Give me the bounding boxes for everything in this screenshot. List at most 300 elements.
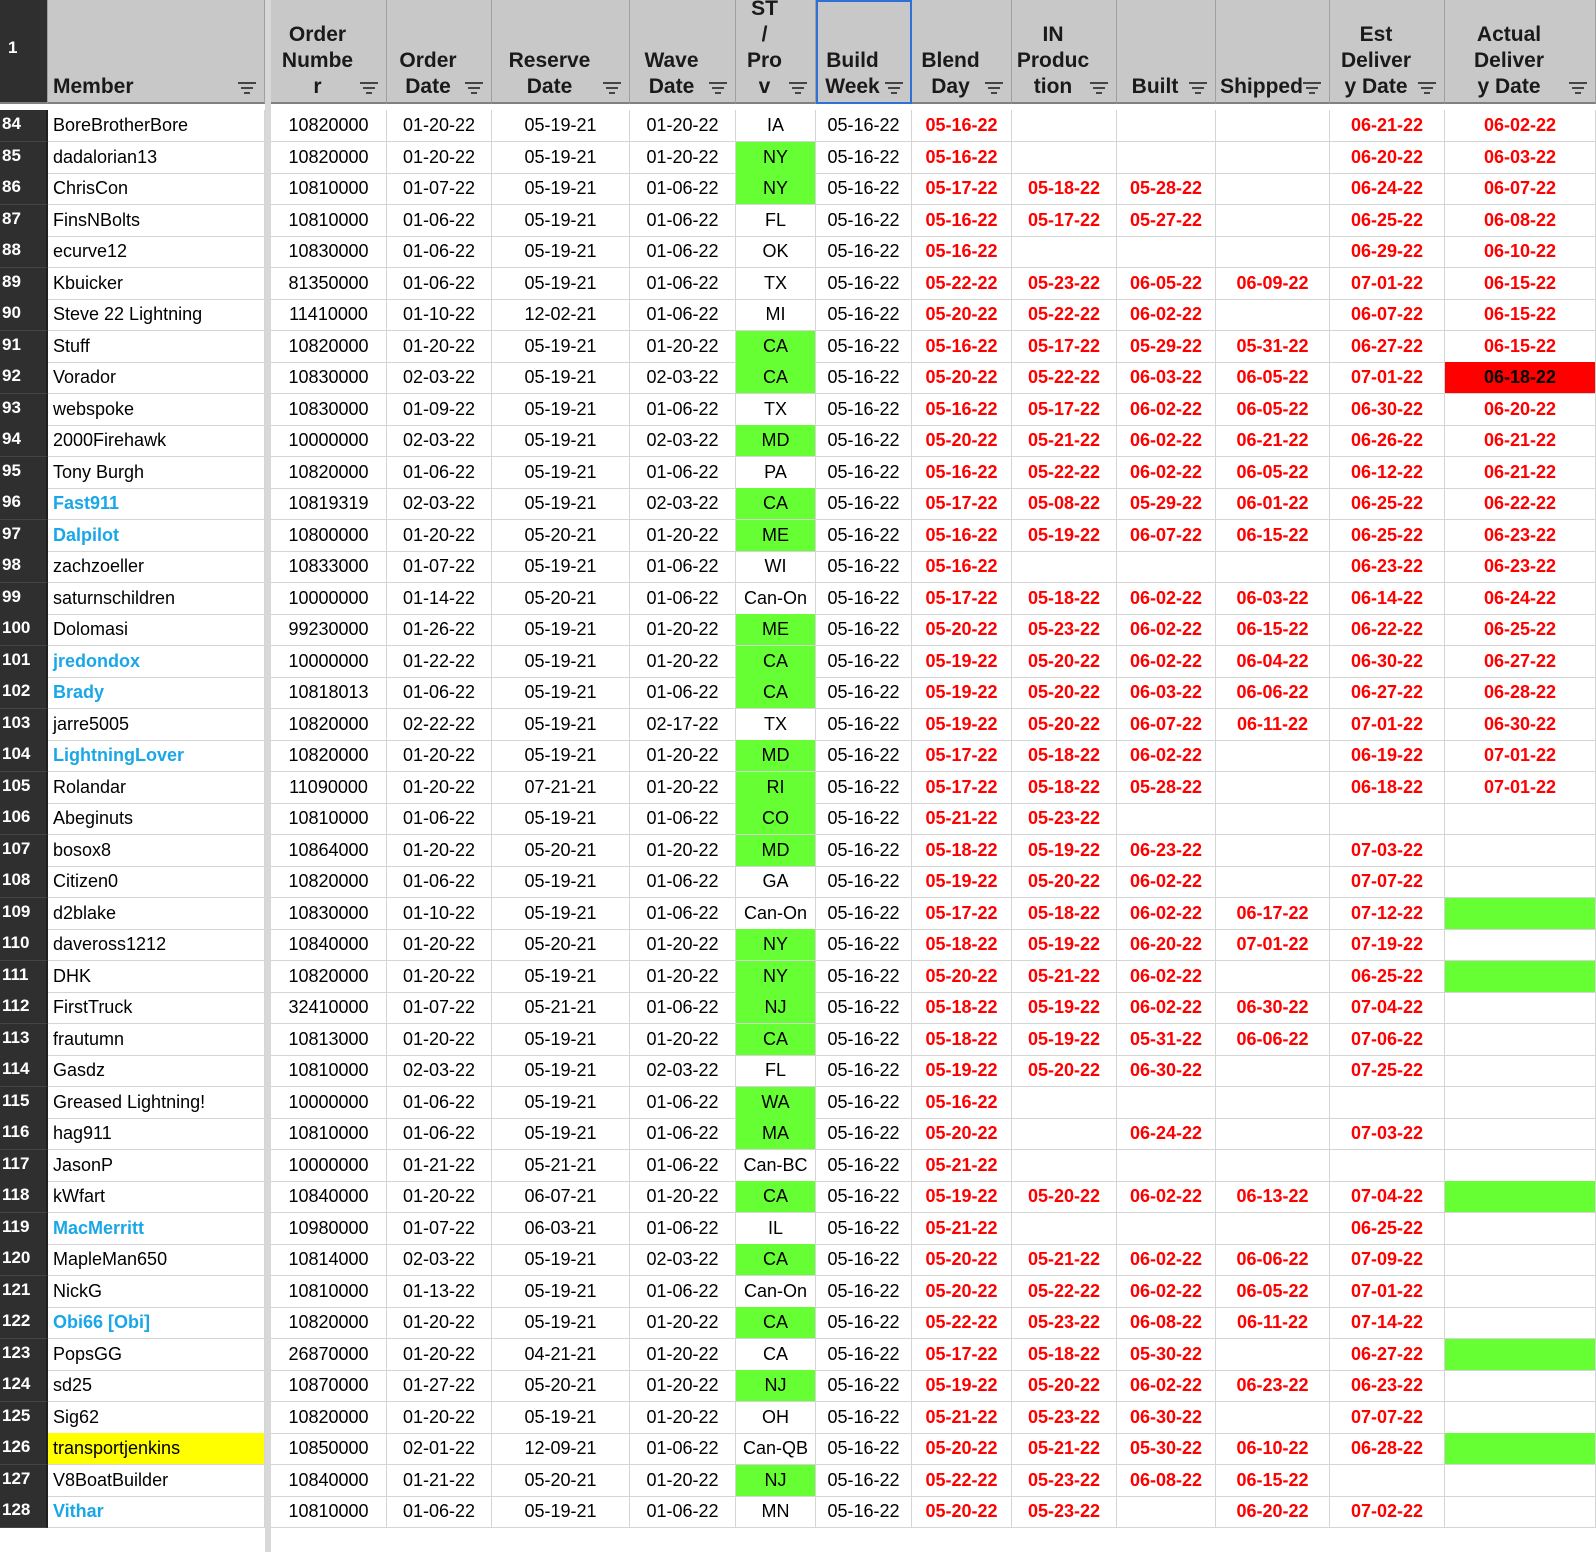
cell-order-date[interactable]: 02-03-22 — [387, 425, 492, 457]
column-header-member[interactable] — [48, 0, 265, 104]
cell-order-number[interactable]: 81350000 — [271, 268, 387, 300]
cell-est-delivery[interactable]: 06-20-22 — [1330, 142, 1445, 174]
filter-icon[interactable] — [885, 82, 903, 94]
cell-in-production[interactable]: 05-23-22 — [1012, 268, 1117, 300]
cell-in-production[interactable]: 05-23-22 — [1012, 1496, 1117, 1528]
cell-st-prov[interactable]: Can-BC — [736, 1150, 816, 1182]
cell-built[interactable]: 06-30-22 — [1117, 1055, 1216, 1087]
cell-actual-delivery[interactable] — [1445, 1276, 1596, 1308]
cell-built[interactable]: 06-02-22 — [1117, 898, 1216, 930]
cell-built[interactable]: 06-02-22 — [1117, 457, 1216, 489]
cell-shipped[interactable] — [1216, 740, 1330, 772]
cell-order-number[interactable]: 26870000 — [271, 1339, 387, 1371]
cell-member[interactable]: Dalpilot — [48, 520, 265, 552]
cell-member[interactable]: V8BoatBuilder — [48, 1465, 265, 1497]
cell-in-production[interactable]: 05-08-22 — [1012, 488, 1117, 520]
cell-blend-day[interactable]: 05-22-22 — [912, 268, 1012, 300]
cell-est-delivery[interactable] — [1330, 803, 1445, 835]
row-number[interactable]: 121 — [0, 1276, 48, 1308]
cell-member[interactable]: bosox8 — [48, 835, 265, 867]
cell-st-prov[interactable]: FL — [736, 1055, 816, 1087]
cell-st-prov[interactable]: NY — [736, 173, 816, 205]
cell-est-delivery[interactable]: 07-06-22 — [1330, 1024, 1445, 1056]
cell-reserve-date[interactable]: 05-19-21 — [492, 961, 630, 993]
cell-shipped[interactable]: 06-06-22 — [1216, 677, 1330, 709]
cell-member[interactable]: transportjenkins — [48, 1433, 265, 1465]
cell-build-week[interactable]: 05-16-22 — [816, 929, 912, 961]
cell-member[interactable]: d2blake — [48, 898, 265, 930]
cell-wave-date[interactable]: 01-06-22 — [630, 299, 736, 331]
cell-order-date[interactable]: 01-20-22 — [387, 1181, 492, 1213]
cell-wave-date[interactable]: 01-06-22 — [630, 1496, 736, 1528]
cell-actual-delivery[interactable]: 06-30-22 — [1445, 709, 1596, 741]
cell-est-delivery[interactable]: 06-30-22 — [1330, 646, 1445, 678]
cell-actual-delivery[interactable] — [1445, 1024, 1596, 1056]
cell-order-date[interactable]: 01-20-22 — [387, 1402, 492, 1434]
cell-member[interactable]: webspoke — [48, 394, 265, 426]
cell-order-date[interactable]: 01-20-22 — [387, 961, 492, 993]
cell-order-number[interactable]: 10810000 — [271, 803, 387, 835]
filter-icon[interactable] — [1569, 82, 1587, 94]
cell-shipped[interactable]: 06-30-22 — [1216, 992, 1330, 1024]
cell-member[interactable]: Greased Lightning! — [48, 1087, 265, 1119]
cell-st-prov[interactable]: OK — [736, 236, 816, 268]
cell-build-week[interactable]: 05-16-22 — [816, 740, 912, 772]
row-number[interactable]: 123 — [0, 1339, 48, 1371]
cell-build-week[interactable]: 05-16-22 — [816, 362, 912, 394]
cell-in-production[interactable] — [1012, 142, 1117, 174]
cell-order-date[interactable]: 01-20-22 — [387, 331, 492, 363]
cell-blend-day[interactable]: 05-16-22 — [912, 331, 1012, 363]
cell-reserve-date[interactable]: 05-20-21 — [492, 929, 630, 961]
row-number[interactable]: 94 — [0, 425, 48, 457]
cell-in-production[interactable]: 05-22-22 — [1012, 299, 1117, 331]
cell-wave-date[interactable]: 01-20-22 — [630, 614, 736, 646]
cell-est-delivery[interactable]: 07-09-22 — [1330, 1244, 1445, 1276]
cell-in-production[interactable]: 05-21-22 — [1012, 961, 1117, 993]
cell-st-prov[interactable]: NJ — [736, 992, 816, 1024]
cell-built[interactable] — [1117, 803, 1216, 835]
cell-member[interactable]: frautumn — [48, 1024, 265, 1056]
cell-order-date[interactable]: 01-27-22 — [387, 1370, 492, 1402]
cell-reserve-date[interactable]: 05-19-21 — [492, 205, 630, 237]
cell-built[interactable] — [1117, 1087, 1216, 1119]
cell-st-prov[interactable]: CA — [736, 677, 816, 709]
cell-st-prov[interactable]: ME — [736, 520, 816, 552]
cell-actual-delivery[interactable] — [1445, 1496, 1596, 1528]
cell-in-production[interactable] — [1012, 110, 1117, 142]
cell-reserve-date[interactable]: 05-19-21 — [492, 740, 630, 772]
cell-shipped[interactable] — [1216, 299, 1330, 331]
cell-built[interactable]: 06-02-22 — [1117, 614, 1216, 646]
cell-reserve-date[interactable]: 05-19-21 — [492, 1055, 630, 1087]
cell-member[interactable]: sd25 — [48, 1370, 265, 1402]
cell-st-prov[interactable]: IL — [736, 1213, 816, 1245]
cell-in-production[interactable]: 05-23-22 — [1012, 1307, 1117, 1339]
row-number[interactable]: 118 — [0, 1181, 48, 1213]
cell-reserve-date[interactable]: 05-20-21 — [492, 583, 630, 615]
column-header-reserve-date[interactable] — [492, 0, 630, 104]
cell-wave-date[interactable]: 01-20-22 — [630, 1465, 736, 1497]
cell-wave-date[interactable]: 02-03-22 — [630, 488, 736, 520]
cell-build-week[interactable]: 05-16-22 — [816, 1307, 912, 1339]
cell-shipped[interactable] — [1216, 1402, 1330, 1434]
cell-st-prov[interactable]: NJ — [736, 1465, 816, 1497]
cell-blend-day[interactable]: 05-17-22 — [912, 898, 1012, 930]
cell-blend-day[interactable]: 05-18-22 — [912, 835, 1012, 867]
cell-actual-delivery[interactable] — [1445, 1150, 1596, 1182]
cell-shipped[interactable]: 06-01-22 — [1216, 488, 1330, 520]
cell-in-production[interactable]: 05-18-22 — [1012, 583, 1117, 615]
cell-blend-day[interactable]: 05-20-22 — [912, 362, 1012, 394]
cell-shipped[interactable]: 06-04-22 — [1216, 646, 1330, 678]
cell-in-production[interactable]: 05-18-22 — [1012, 1339, 1117, 1371]
row-number[interactable]: 88 — [0, 236, 48, 268]
filter-icon[interactable] — [1189, 82, 1207, 94]
cell-shipped[interactable]: 06-05-22 — [1216, 394, 1330, 426]
cell-actual-delivery[interactable]: 06-03-22 — [1445, 142, 1596, 174]
cell-shipped[interactable]: 06-23-22 — [1216, 1370, 1330, 1402]
cell-in-production[interactable]: 05-22-22 — [1012, 1276, 1117, 1308]
cell-est-delivery[interactable]: 06-24-22 — [1330, 173, 1445, 205]
cell-est-delivery[interactable]: 06-25-22 — [1330, 205, 1445, 237]
cell-reserve-date[interactable]: 05-19-21 — [492, 1307, 630, 1339]
cell-in-production[interactable]: 05-19-22 — [1012, 520, 1117, 552]
cell-st-prov[interactable]: NJ — [736, 1370, 816, 1402]
cell-st-prov[interactable]: CA — [736, 1307, 816, 1339]
cell-in-production[interactable]: 05-23-22 — [1012, 1402, 1117, 1434]
cell-reserve-date[interactable]: 05-19-21 — [492, 1402, 630, 1434]
cell-wave-date[interactable]: 02-03-22 — [630, 1055, 736, 1087]
cell-order-number[interactable]: 99230000 — [271, 614, 387, 646]
cell-build-week[interactable]: 05-16-22 — [816, 1496, 912, 1528]
row-number[interactable]: 101 — [0, 646, 48, 678]
cell-shipped[interactable] — [1216, 110, 1330, 142]
cell-wave-date[interactable]: 01-06-22 — [630, 803, 736, 835]
cell-blend-day[interactable]: 05-17-22 — [912, 173, 1012, 205]
cell-order-date[interactable]: 01-20-22 — [387, 142, 492, 174]
cell-built[interactable] — [1117, 1213, 1216, 1245]
cell-st-prov[interactable]: CA — [736, 1024, 816, 1056]
cell-actual-delivery[interactable]: 06-18-22 — [1445, 362, 1596, 394]
filter-icon[interactable] — [603, 82, 621, 94]
cell-actual-delivery[interactable]: 06-22-22 — [1445, 488, 1596, 520]
column-header-shipped[interactable] — [1216, 0, 1330, 104]
cell-order-date[interactable]: 01-21-22 — [387, 1465, 492, 1497]
cell-order-date[interactable]: 01-20-22 — [387, 1307, 492, 1339]
cell-wave-date[interactable]: 01-06-22 — [630, 1087, 736, 1119]
cell-built[interactable] — [1117, 551, 1216, 583]
cell-wave-date[interactable]: 01-20-22 — [630, 1307, 736, 1339]
cell-shipped[interactable]: 06-10-22 — [1216, 1433, 1330, 1465]
cell-shipped[interactable]: 06-06-22 — [1216, 1024, 1330, 1056]
row-number[interactable]: 97 — [0, 520, 48, 552]
cell-order-number[interactable]: 10830000 — [271, 236, 387, 268]
cell-in-production[interactable]: 05-19-22 — [1012, 929, 1117, 961]
cell-shipped[interactable] — [1216, 236, 1330, 268]
row-number[interactable]: 125 — [0, 1402, 48, 1434]
row-number[interactable]: 90 — [0, 299, 48, 331]
cell-built[interactable]: 05-29-22 — [1117, 331, 1216, 363]
cell-shipped[interactable]: 06-05-22 — [1216, 362, 1330, 394]
cell-wave-date[interactable]: 01-20-22 — [630, 110, 736, 142]
cell-reserve-date[interactable]: 05-19-21 — [492, 1276, 630, 1308]
cell-order-number[interactable]: 10840000 — [271, 1465, 387, 1497]
cell-wave-date[interactable]: 02-17-22 — [630, 709, 736, 741]
cell-st-prov[interactable]: WI — [736, 551, 816, 583]
cell-actual-delivery[interactable] — [1445, 835, 1596, 867]
cell-built[interactable]: 06-02-22 — [1117, 740, 1216, 772]
cell-reserve-date[interactable]: 05-19-21 — [492, 142, 630, 174]
cell-member[interactable]: saturnschildren — [48, 583, 265, 615]
cell-in-production[interactable]: 05-21-22 — [1012, 1244, 1117, 1276]
cell-order-number[interactable]: 10820000 — [271, 1402, 387, 1434]
cell-shipped[interactable]: 06-13-22 — [1216, 1181, 1330, 1213]
cell-order-date[interactable]: 01-20-22 — [387, 1024, 492, 1056]
cell-blend-day[interactable]: 05-20-22 — [912, 1118, 1012, 1150]
cell-reserve-date[interactable]: 05-19-21 — [492, 268, 630, 300]
cell-in-production[interactable]: 05-18-22 — [1012, 740, 1117, 772]
cell-build-week[interactable]: 05-16-22 — [816, 677, 912, 709]
cell-actual-delivery[interactable] — [1445, 898, 1596, 930]
cell-reserve-date[interactable]: 05-20-21 — [492, 1370, 630, 1402]
cell-est-delivery[interactable]: 07-01-22 — [1330, 268, 1445, 300]
cell-order-date[interactable]: 01-06-22 — [387, 1118, 492, 1150]
cell-reserve-date[interactable]: 12-09-21 — [492, 1433, 630, 1465]
cell-st-prov[interactable]: Can-QB — [736, 1433, 816, 1465]
cell-order-number[interactable]: 10820000 — [271, 1307, 387, 1339]
cell-order-number[interactable]: 10000000 — [271, 1150, 387, 1182]
row-number[interactable]: 92 — [0, 362, 48, 394]
cell-blend-day[interactable]: 05-21-22 — [912, 1402, 1012, 1434]
filter-icon[interactable] — [465, 82, 483, 94]
cell-actual-delivery[interactable] — [1445, 1244, 1596, 1276]
cell-in-production[interactable]: 05-20-22 — [1012, 1370, 1117, 1402]
cell-wave-date[interactable]: 01-06-22 — [630, 551, 736, 583]
cell-wave-date[interactable]: 01-20-22 — [630, 961, 736, 993]
cell-build-week[interactable]: 05-16-22 — [816, 299, 912, 331]
cell-order-date[interactable]: 01-06-22 — [387, 803, 492, 835]
cell-member[interactable]: Kbuicker — [48, 268, 265, 300]
cell-est-delivery[interactable]: 06-21-22 — [1330, 110, 1445, 142]
cell-order-date[interactable]: 01-14-22 — [387, 583, 492, 615]
cell-reserve-date[interactable]: 05-19-21 — [492, 236, 630, 268]
cell-blend-day[interactable]: 05-17-22 — [912, 1339, 1012, 1371]
cell-order-date[interactable]: 01-21-22 — [387, 1150, 492, 1182]
cell-order-date[interactable]: 01-07-22 — [387, 992, 492, 1024]
cell-shipped[interactable] — [1216, 866, 1330, 898]
cell-shipped[interactable] — [1216, 1055, 1330, 1087]
cell-order-date[interactable]: 01-06-22 — [387, 205, 492, 237]
row-number[interactable]: 91 — [0, 331, 48, 363]
cell-build-week[interactable]: 05-16-22 — [816, 1244, 912, 1276]
cell-in-production[interactable]: 05-17-22 — [1012, 394, 1117, 426]
cell-in-production[interactable]: 05-18-22 — [1012, 173, 1117, 205]
cell-wave-date[interactable]: 01-20-22 — [630, 1370, 736, 1402]
cell-est-delivery[interactable]: 06-26-22 — [1330, 425, 1445, 457]
cell-est-delivery[interactable]: 06-12-22 — [1330, 457, 1445, 489]
cell-actual-delivery[interactable] — [1445, 929, 1596, 961]
cell-order-number[interactable]: 10833000 — [271, 551, 387, 583]
cell-blend-day[interactable]: 05-19-22 — [912, 677, 1012, 709]
cell-build-week[interactable]: 05-16-22 — [816, 394, 912, 426]
cell-actual-delivery[interactable]: 07-01-22 — [1445, 740, 1596, 772]
cell-wave-date[interactable]: 01-06-22 — [630, 205, 736, 237]
cell-in-production[interactable]: 05-20-22 — [1012, 646, 1117, 678]
cell-wave-date[interactable]: 01-06-22 — [630, 677, 736, 709]
cell-build-week[interactable]: 05-16-22 — [816, 142, 912, 174]
cell-est-delivery[interactable]: 06-22-22 — [1330, 614, 1445, 646]
cell-built[interactable]: 06-08-22 — [1117, 1465, 1216, 1497]
cell-member[interactable]: LightningLover — [48, 740, 265, 772]
cell-st-prov[interactable]: CA — [736, 1339, 816, 1371]
column-header-est-delivery[interactable] — [1330, 0, 1445, 104]
cell-in-production[interactable]: 05-17-22 — [1012, 331, 1117, 363]
cell-est-delivery[interactable]: 07-01-22 — [1330, 709, 1445, 741]
row-number[interactable]: 126 — [0, 1433, 48, 1465]
row-number[interactable]: 98 — [0, 551, 48, 583]
cell-in-production[interactable]: 05-18-22 — [1012, 772, 1117, 804]
cell-member[interactable]: hag911 — [48, 1118, 265, 1150]
column-header-built[interactable] — [1117, 0, 1216, 104]
cell-order-date[interactable]: 01-06-22 — [387, 677, 492, 709]
cell-order-number[interactable]: 32410000 — [271, 992, 387, 1024]
filter-icon[interactable] — [1303, 82, 1321, 94]
cell-actual-delivery[interactable] — [1445, 1087, 1596, 1119]
cell-order-number[interactable]: 10830000 — [271, 898, 387, 930]
cell-actual-delivery[interactable] — [1445, 1433, 1596, 1465]
cell-wave-date[interactable]: 01-20-22 — [630, 772, 736, 804]
cell-est-delivery[interactable]: 06-07-22 — [1330, 299, 1445, 331]
cell-reserve-date[interactable]: 05-19-21 — [492, 898, 630, 930]
cell-wave-date[interactable]: 01-06-22 — [630, 992, 736, 1024]
cell-reserve-date[interactable]: 06-03-21 — [492, 1213, 630, 1245]
cell-est-delivery[interactable]: 06-28-22 — [1330, 1433, 1445, 1465]
row-number[interactable]: 128 — [0, 1496, 48, 1528]
cell-shipped[interactable]: 05-31-22 — [1216, 331, 1330, 363]
cell-blend-day[interactable]: 05-18-22 — [912, 1024, 1012, 1056]
cell-member[interactable]: Abeginuts — [48, 803, 265, 835]
cell-blend-day[interactable]: 05-22-22 — [912, 1307, 1012, 1339]
cell-st-prov[interactable]: GA — [736, 866, 816, 898]
row-number[interactable]: 116 — [0, 1118, 48, 1150]
cell-in-production[interactable] — [1012, 1087, 1117, 1119]
cell-est-delivery[interactable]: 06-25-22 — [1330, 961, 1445, 993]
cell-built[interactable]: 06-23-22 — [1117, 835, 1216, 867]
cell-reserve-date[interactable]: 05-19-21 — [492, 709, 630, 741]
cell-est-delivery[interactable]: 06-25-22 — [1330, 1213, 1445, 1245]
cell-wave-date[interactable]: 01-06-22 — [630, 457, 736, 489]
cell-st-prov[interactable]: TX — [736, 268, 816, 300]
cell-blend-day[interactable]: 05-16-22 — [912, 236, 1012, 268]
cell-reserve-date[interactable]: 05-19-21 — [492, 1244, 630, 1276]
cell-build-week[interactable]: 05-16-22 — [816, 1213, 912, 1245]
cell-st-prov[interactable]: NY — [736, 929, 816, 961]
cell-shipped[interactable]: 06-11-22 — [1216, 709, 1330, 741]
cell-built[interactable]: 06-02-22 — [1117, 299, 1216, 331]
cell-order-date[interactable]: 01-06-22 — [387, 457, 492, 489]
cell-build-week[interactable]: 05-16-22 — [816, 803, 912, 835]
cell-member[interactable]: Vithar — [48, 1496, 265, 1528]
cell-build-week[interactable]: 05-16-22 — [816, 1181, 912, 1213]
cell-actual-delivery[interactable]: 06-10-22 — [1445, 236, 1596, 268]
cell-est-delivery[interactable]: 06-23-22 — [1330, 1370, 1445, 1402]
cell-built[interactable]: 06-30-22 — [1117, 1402, 1216, 1434]
cell-st-prov[interactable]: MI — [736, 299, 816, 331]
cell-shipped[interactable] — [1216, 551, 1330, 583]
cell-member[interactable]: dadalorian13 — [48, 142, 265, 174]
column-header-st-prov[interactable] — [736, 0, 816, 104]
cell-wave-date[interactable]: 01-06-22 — [630, 1276, 736, 1308]
row-number[interactable]: 93 — [0, 394, 48, 426]
filter-icon[interactable] — [709, 82, 727, 94]
cell-blend-day[interactable]: 05-16-22 — [912, 394, 1012, 426]
cell-blend-day[interactable]: 05-19-22 — [912, 1055, 1012, 1087]
cell-member[interactable]: Tony Burgh — [48, 457, 265, 489]
cell-est-delivery[interactable] — [1330, 1150, 1445, 1182]
cell-order-number[interactable]: 10864000 — [271, 835, 387, 867]
row-number[interactable]: 100 — [0, 614, 48, 646]
cell-in-production[interactable] — [1012, 551, 1117, 583]
cell-built[interactable]: 06-02-22 — [1117, 1370, 1216, 1402]
cell-blend-day[interactable]: 05-20-22 — [912, 425, 1012, 457]
cell-shipped[interactable] — [1216, 205, 1330, 237]
cell-member[interactable]: MacMerritt — [48, 1213, 265, 1245]
cell-built[interactable]: 05-28-22 — [1117, 772, 1216, 804]
cell-order-number[interactable]: 10000000 — [271, 583, 387, 615]
cell-in-production[interactable]: 05-19-22 — [1012, 1024, 1117, 1056]
cell-blend-day[interactable]: 05-20-22 — [912, 299, 1012, 331]
cell-order-number[interactable]: 10000000 — [271, 646, 387, 678]
cell-reserve-date[interactable]: 05-19-21 — [492, 646, 630, 678]
cell-wave-date[interactable]: 01-20-22 — [630, 835, 736, 867]
cell-build-week[interactable]: 05-16-22 — [816, 425, 912, 457]
cell-shipped[interactable]: 06-15-22 — [1216, 1465, 1330, 1497]
cell-member[interactable]: Fast911 — [48, 488, 265, 520]
cell-order-date[interactable]: 01-07-22 — [387, 1213, 492, 1245]
cell-build-week[interactable]: 05-16-22 — [816, 110, 912, 142]
cell-build-week[interactable]: 05-16-22 — [816, 1370, 912, 1402]
cell-build-week[interactable]: 05-16-22 — [816, 457, 912, 489]
cell-reserve-date[interactable]: 05-19-21 — [492, 1087, 630, 1119]
cell-st-prov[interactable]: CA — [736, 488, 816, 520]
cell-shipped[interactable] — [1216, 772, 1330, 804]
cell-member[interactable]: Brady — [48, 677, 265, 709]
cell-est-delivery[interactable] — [1330, 1465, 1445, 1497]
row-number[interactable]: 103 — [0, 709, 48, 741]
column-header-order-date[interactable] — [387, 0, 492, 104]
cell-actual-delivery[interactable]: 06-23-22 — [1445, 551, 1596, 583]
cell-member[interactable]: kWfart — [48, 1181, 265, 1213]
cell-actual-delivery[interactable] — [1445, 1055, 1596, 1087]
cell-order-number[interactable]: 10980000 — [271, 1213, 387, 1245]
cell-built[interactable]: 06-02-22 — [1117, 646, 1216, 678]
cell-reserve-date[interactable]: 05-19-21 — [492, 488, 630, 520]
cell-member[interactable]: Steve 22 Lightning — [48, 299, 265, 331]
cell-shipped[interactable]: 06-15-22 — [1216, 614, 1330, 646]
cell-member[interactable]: Citizen0 — [48, 866, 265, 898]
cell-est-delivery[interactable]: 06-25-22 — [1330, 520, 1445, 552]
cell-build-week[interactable]: 05-16-22 — [816, 961, 912, 993]
cell-order-date[interactable]: 02-01-22 — [387, 1433, 492, 1465]
cell-in-production[interactable]: 05-23-22 — [1012, 803, 1117, 835]
cell-est-delivery[interactable]: 06-27-22 — [1330, 677, 1445, 709]
cell-shipped[interactable]: 06-05-22 — [1216, 457, 1330, 489]
cell-blend-day[interactable]: 05-20-22 — [912, 1433, 1012, 1465]
row-number[interactable]: 89 — [0, 268, 48, 300]
cell-shipped[interactable] — [1216, 1118, 1330, 1150]
cell-est-delivery[interactable] — [1330, 1087, 1445, 1119]
